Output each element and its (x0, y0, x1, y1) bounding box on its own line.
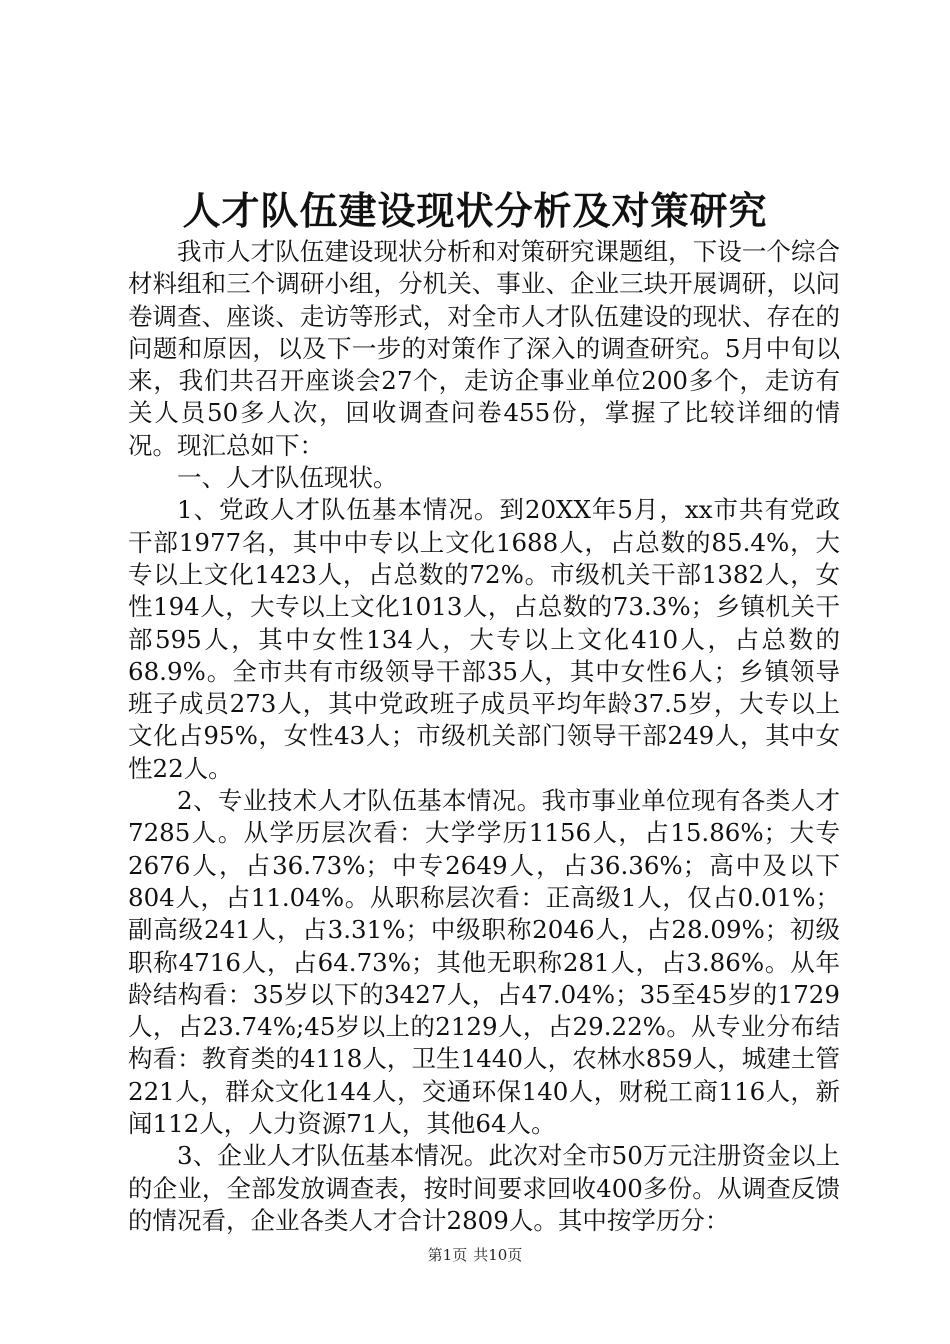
section-heading: 一、人才队伍现状。 (177, 463, 398, 493)
document-body (128, 236, 840, 1237)
page-footer (0, 1244, 950, 1265)
document-title: 人才队伍建设现状分析及对策研究 (182, 188, 768, 233)
paragraph-party-government-talent: 1、党政人才队伍基本情况。到20XX年5月，xx市共有党政干部1977名，其中中专以上文化1688人，占总数的85.4%，大专以上文化1423人，占总数的72%。市级机关干部1382人，女性194人，大专以上文化1013人，占总数的73.3%；乡镇机关干部595人，其中女性134人，大专以上文化410人，占总数的68.9%。全市共有市级领导干部35人，其中女性6人；乡镇领导班子成员273人，其中党政班子成员平均年龄37.5岁，大专以上文化占95%，女性43人；市级机关部门领导干部249人，其中女性22人。 (128, 495, 840, 783)
paragraph-professional-talent: 2、专业技术人才队伍基本情况。我市事业单位现有各类人才7285人。从学历层次看：大学学历1156人，占15.86%；大专2676人，占36.73%；中专2649人，占36.36%；高中及以下804人，占11.04%。从职称层次看：正高级1人，仅占0.01%；副高级241人，占3.31%；中级职称2046人，占28.09%；初级职称4716人，占64.73%；其他无职称281人，占3.86%。从年龄结构看：35岁以下的3427人，占47.04%；35至45岁的1729人，占23.74%;45岁以上的2129人，占29.22%。从专业分布结构看：教育类的4118人，卫生1440人，农林水859人，城建土管221人，群众文化144人，交通环保140人，财税工商116人，新闻112人，人力资源71人，其他64人。 (128, 786, 840, 1139)
paragraph-enterprise-talent: 3、企业人才队伍基本情况。此次对全市50万元注册资金以上的企业，全部发放调查表，按时间要求回收400多份。从调查反馈的情况看，企业各类人才合计2809人。其中按学历分： (128, 1141, 840, 1235)
paragraph-intro: 我市人才队伍建设现状分析和对策研究课题组，下设一个综合材料组和三个调研小组，分机关、事业、企业三块开展调研，以问卷调查、座谈、走访等形式，对全市人才队伍建设的现状、存在的问题和原因，以及下一步的对策作了深入的调查研究。5月中旬以来，我们共召开座谈会27个，走访企事业单位200多个，走访有关人员50多人次，回收调查问卷455份，掌握了比较详细的情况。现汇总如下： (128, 237, 840, 460)
page-number: 第1页 (427, 1246, 468, 1264)
page-total: 共10页 (473, 1246, 523, 1264)
